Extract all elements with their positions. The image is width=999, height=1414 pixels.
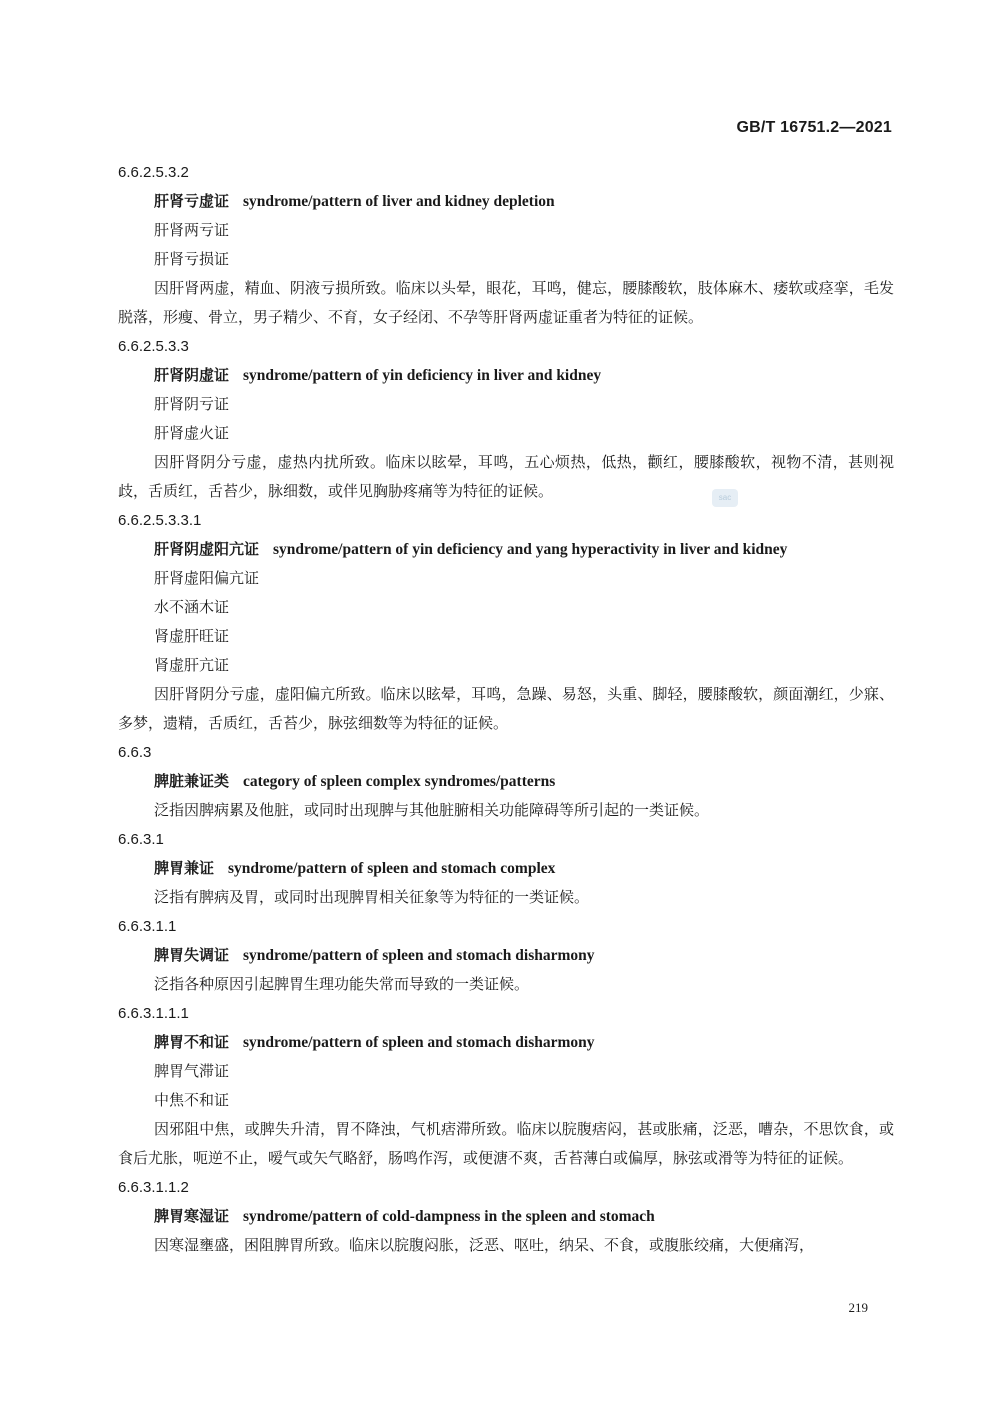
term-english: syndrome/pattern of cold-dampness in the spleen and stomach bbox=[243, 1208, 655, 1225]
term-line bbox=[118, 1202, 894, 1231]
term-chinese: 肝肾亏虚证 bbox=[154, 192, 230, 210]
synonym: 肝肾亏损证 bbox=[154, 250, 230, 268]
standard-id: GB/T 16751.2—2021 bbox=[736, 119, 892, 136]
term-chinese: 脾胃不和证 bbox=[154, 1033, 230, 1051]
term-english: syndrome/pattern of yin deficiency and yang hyperactivity in liver and kidney bbox=[273, 541, 788, 558]
synonym: 脾胃气滞证 bbox=[154, 1062, 230, 1080]
definition: 因寒湿壅盛，困阻脾胃所致。临床以脘腹闷胀，泛恶、呕吐，纳呆、不食，或腹胀绞痛，大便痛泻， bbox=[154, 1236, 815, 1254]
synonym: 水不涵木证 bbox=[154, 598, 230, 616]
synonym: 肝肾阴亏证 bbox=[154, 395, 230, 413]
term-entry bbox=[118, 1173, 894, 1260]
term-line bbox=[118, 767, 894, 796]
term-line bbox=[118, 535, 894, 564]
synonym: 肾虚肝旺证 bbox=[154, 627, 230, 645]
watermark-logo: sac bbox=[712, 489, 738, 507]
term-english: syndrome/pattern of spleen and stomach disharmony bbox=[243, 1034, 595, 1051]
term-chinese: 肝肾阴虚证 bbox=[154, 366, 230, 384]
synonym: 肝肾虚火证 bbox=[154, 424, 230, 442]
page-number: 219 bbox=[848, 1300, 868, 1315]
definition: 泛指有脾病及胃，或同时出现脾胃相关征象等为特征的一类证候。 bbox=[154, 888, 590, 906]
term-chinese: 脾胃寒湿证 bbox=[154, 1207, 230, 1225]
entry-number: 6.6.3.1.1.1 bbox=[118, 1005, 189, 1022]
entry-number: 6.6.2.5.3.2 bbox=[118, 164, 189, 181]
definition: 因肝肾两虚，精血、阴液亏损所致。临床以头晕，眼花，耳鸣，健忘，腰膝酸软，肢体麻木、痿软或痉挛，毛发脱落，形瘦、骨立，男子精少、不育，女子经闭、不孕等肝肾两虚证重者为特征的证候。 bbox=[118, 279, 894, 326]
entry-number: 6.6.2.5.3.3.1 bbox=[118, 512, 202, 529]
entry-number: 6.6.3 bbox=[118, 744, 152, 761]
definition: 泛指因脾病累及他脏，或同时出现脾与其他脏腑相关功能障碍等所引起的一类证候。 bbox=[154, 801, 710, 819]
definition: 因肝肾阴分亏虚，虚热内扰所致。临床以眩晕，耳鸣，五心烦热，低热，颧红，腰膝酸软，视物不清，甚则视歧，舌质红，舌苔少，脉细数，或伴见胸胁疼痛等为特征的证候。 bbox=[118, 453, 894, 500]
term-line bbox=[118, 187, 894, 216]
term-chinese: 脾胃兼证 bbox=[154, 859, 215, 877]
term-english: syndrome/pattern of yin deficiency in liver and kidney bbox=[243, 367, 602, 384]
term-entry bbox=[118, 332, 894, 506]
term-chinese: 脾胃失调证 bbox=[154, 946, 230, 964]
term-line bbox=[118, 361, 894, 390]
definition: 泛指各种原因引起脾胃生理功能失常而导致的一类证候。 bbox=[154, 975, 530, 993]
term-english: syndrome/pattern of liver and kidney depletion bbox=[243, 193, 555, 210]
term-chinese: 脾脏兼证类 bbox=[154, 772, 230, 790]
term-entry bbox=[118, 999, 894, 1173]
term-entry bbox=[118, 506, 894, 738]
term-line bbox=[118, 941, 894, 970]
term-entry bbox=[118, 158, 894, 332]
definition: 因邪阻中焦，或脾失升清，胃不降浊，气机痞滞所致。临床以脘腹痞闷，甚或胀痛，泛恶，嘈杂，不思饮食，或食后尤胀，呃逆不止，嗳气或矢气略舒，肠鸣作泻，或便溏不爽，舌苔薄白或偏厚，脉弦或滑等为特征的证候。 bbox=[118, 1120, 894, 1167]
entry-number: 6.6.3.1 bbox=[118, 831, 164, 848]
entry-number: 6.6.2.5.3.3 bbox=[118, 338, 189, 355]
document-body bbox=[118, 158, 894, 1260]
term-english: category of spleen complex syndromes/patterns bbox=[243, 773, 556, 790]
entry-number: 6.6.3.1.1 bbox=[118, 918, 177, 935]
term-entry bbox=[118, 912, 894, 999]
term-line bbox=[118, 1028, 894, 1057]
entry-number: 6.6.3.1.1.2 bbox=[118, 1179, 189, 1196]
term-line bbox=[118, 854, 894, 883]
term-entry bbox=[118, 738, 894, 825]
synonym: 肝肾两亏证 bbox=[154, 221, 230, 239]
term-entry bbox=[118, 825, 894, 912]
synonym: 肾虚肝亢证 bbox=[154, 656, 230, 674]
definition: 因肝肾阴分亏虚，虚阳偏亢所致。临床以眩晕，耳鸣，急躁、易怒，头重、脚轻，腰膝酸软，颜面潮红，少寐、多梦，遗精，舌质红，舌苔少，脉弦细数等为特征的证候。 bbox=[118, 685, 894, 732]
synonym: 肝肾虚阳偏亢证 bbox=[154, 569, 260, 587]
synonym: 中焦不和证 bbox=[154, 1091, 230, 1109]
term-english: syndrome/pattern of spleen and stomach complex bbox=[228, 860, 556, 877]
term-chinese: 肝肾阴虚阳亢证 bbox=[154, 540, 260, 558]
term-english: syndrome/pattern of spleen and stomach disharmony bbox=[243, 947, 595, 964]
